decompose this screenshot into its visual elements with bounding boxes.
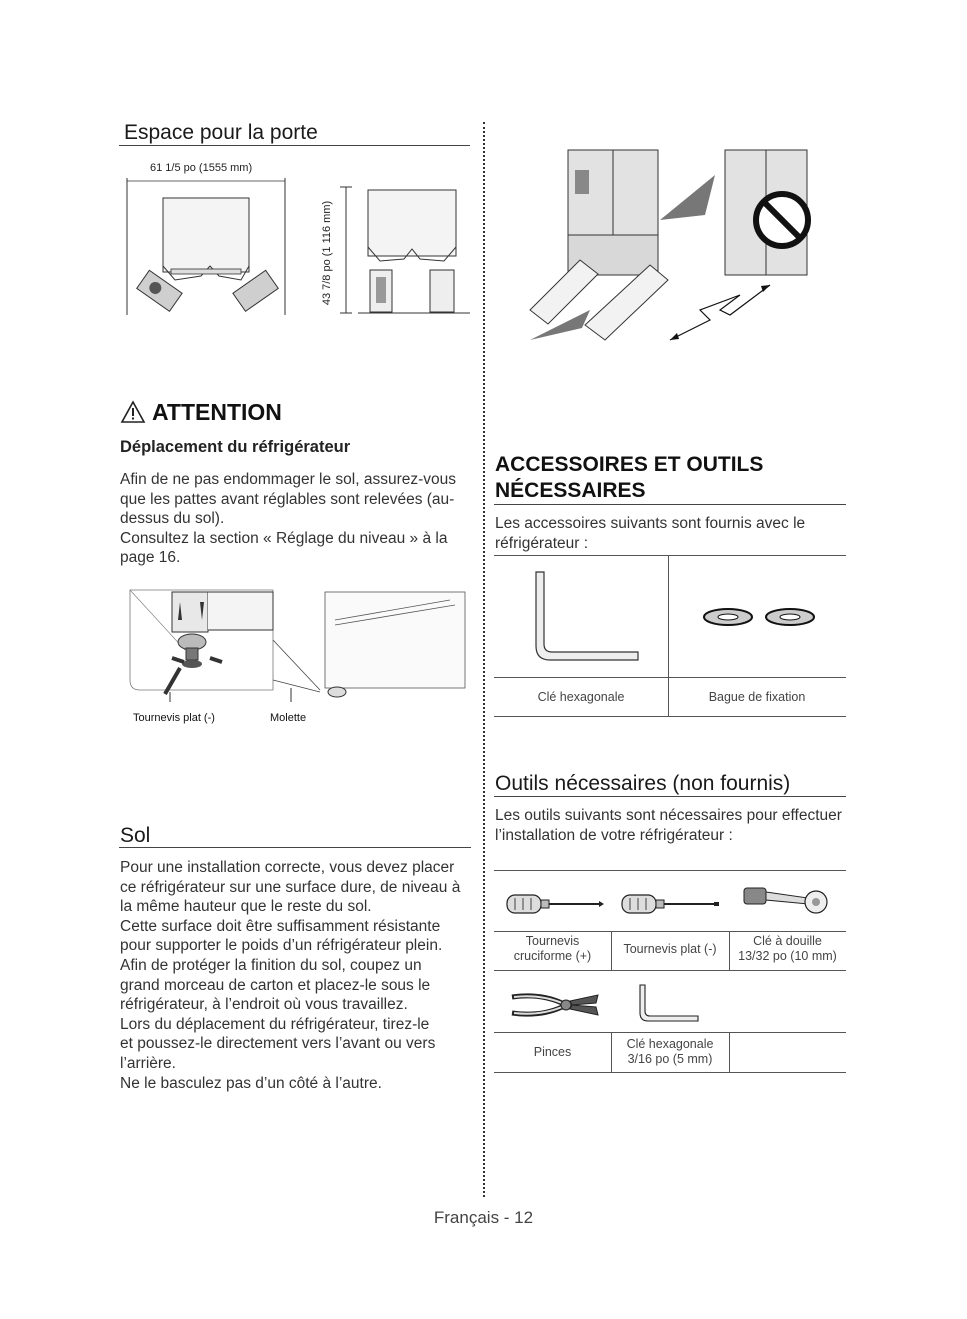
tools-table-top (494, 870, 846, 871)
acc-table-mid (494, 677, 846, 678)
tools-text: Les outils suivants sont nécessaires pour effectuer l’installation de votre réfrigérateur : (495, 807, 842, 844)
accessories-text: Les accessoires suivants sont fournis avec le réfrigérateur : (495, 515, 806, 552)
fixing-ring-icon (700, 605, 820, 633)
label-flat-screwdriver: Tournevis plat (-) (133, 712, 215, 724)
tools-table-row2-sep (494, 1032, 846, 1033)
door-width-label: 61 1/5 po (1555 mm) (150, 162, 253, 174)
attention-subtitle: Déplacement du réfrigérateur (120, 438, 351, 456)
flat-screwdriver-icon (620, 892, 720, 916)
accessories-title-line1: ACCESSOIRES ET OUTILS (495, 453, 764, 476)
floor-title: Sol (120, 824, 151, 847)
pliers-icon (510, 985, 602, 1025)
attention-text: Afin de ne pas endommager le sol, assurez-vous que les pattes avant réglables sont relevées (au- dessus du sol). Consultez la section « Réglage du niveau » à la page 16. (120, 471, 457, 567)
tools-col2-bottom (729, 1032, 730, 1072)
phillips-screwdriver-icon (505, 892, 605, 916)
tools-table-row1-bottom (494, 970, 846, 971)
page-number: Français - 12 (433, 1208, 534, 1227)
acc-table-top (494, 555, 846, 556)
accessories-title (495, 452, 763, 504)
tools-table-bottom (494, 1072, 846, 1073)
tool-label-hex-key: Clé hexagonale 3/16 po (5 mm) (626, 1037, 714, 1066)
accessories-title-line2: NÉCESSAIRES (495, 479, 646, 502)
tools-title: Outils nécessaires (non fournis) (495, 772, 791, 795)
door-clearance-top-view (115, 170, 295, 320)
tools-rule (494, 796, 846, 797)
floor-text: Pour une installation correcte, vous devez placer ce réfrigérateur sur une surface dure, de niveau à la même hauteur que le reste du sol. Cette surface doit être suffisamment résistante pour supporter le poids d’un réfrigérateur plein. Afin de protéger la finition du sol, coupez un grand morceau de carton et placez-le sous le réfrigérateur, à l’endroit où vous travaillez. Lors du déplacement du réfrigérateur, tirez-le et poussez-le directement vers l’avant ou vers l’arrière. Ne le basculez pas d’un côté à l’autre. (120, 859, 461, 1092)
tool-label-pliers: Pinces (533, 1045, 572, 1059)
warning-triangle-icon (121, 401, 145, 423)
label-knob: Molette (270, 712, 307, 724)
acc-label-fixing-ring: Bague de fixation (708, 690, 806, 704)
door-height-label: 43 7/8 po (1 116 mm) (321, 200, 333, 306)
column-divider (483, 122, 485, 1197)
hex-key-small-icon (636, 983, 702, 1023)
hex-key-icon (530, 570, 642, 662)
floor-rule (119, 847, 471, 848)
tools-table-row1-sep (494, 931, 846, 932)
tool-label-phillips: Tournevis cruciforme (+) (513, 934, 592, 963)
fridge-moving-illustration (520, 140, 840, 375)
tool-label-flat: Tournevis plat (-) (623, 942, 717, 956)
leveling-foot-illustration (130, 590, 465, 702)
door-space-rule (119, 145, 470, 146)
door-space-title: Espace pour la porte (124, 121, 318, 144)
tool-label-socket: Clé à douille 13/32 po (10 mm) (738, 934, 837, 963)
door-height-label-box (318, 188, 336, 318)
attention-title: ATTENTION (152, 399, 282, 425)
acc-label-hex-key: Clé hexagonale (537, 690, 625, 704)
socket-wrench-icon (742, 882, 834, 922)
acc-table-bottom (494, 716, 846, 717)
door-clearance-side-view (340, 185, 475, 320)
accessories-rule (494, 504, 846, 505)
